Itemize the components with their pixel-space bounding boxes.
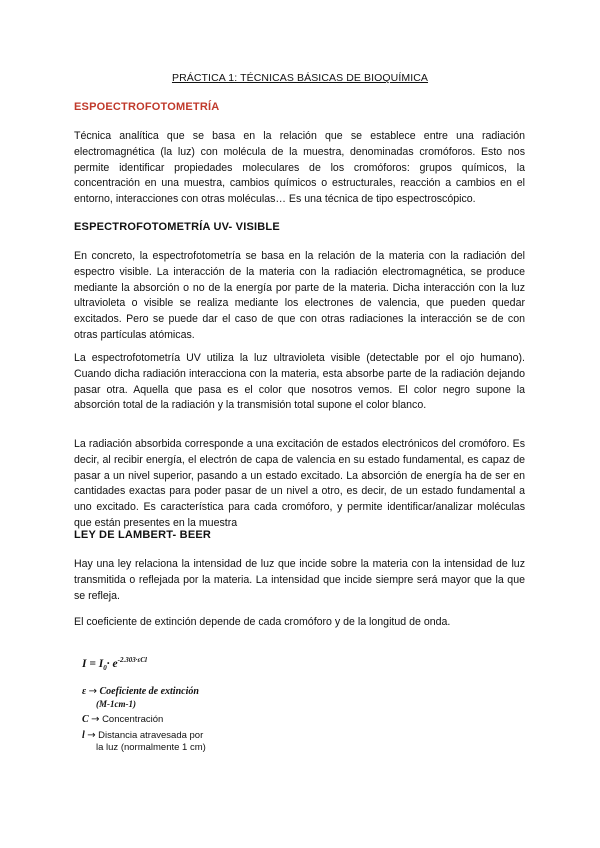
section-heading-lambert-beer: LEY DE LAMBERT- BEER (74, 529, 212, 541)
legend-text: Distancia atravesada por (98, 730, 204, 741)
arrow-icon: → (88, 686, 97, 697)
arrow-icon: → (91, 714, 100, 725)
legend-symbol: C (82, 714, 89, 725)
formula-lhs: I = I (82, 657, 104, 670)
legend-symbol: ε (82, 686, 87, 697)
paragraph: La radiación absorbida corresponde a una excitación de estados electrónicos del cromóforo. Es decir, al recibir energía, el electrón de capa de valencia en su estado fundamental, es capaz de pasar a un nivel superior, pasando a un estado excitado. La absorción de energía ha de ser en cantidades exactas para poder pasar de un nivel a otro, es decir, de un estado fundamental a uno excitado. Es característica para cada cromóforo, y permite identificar/analizar moléculas que están presentes en la muestra (74, 438, 525, 529)
paragraph: Técnica analítica que se basa en la relación que se establece entre una radiación electromagnética (la luz) con molécula de la muestra, denominadas cromóforos. Esto nos permite identificar propiedades moleculares de los cromóforos: grupos químicos, la concentración en una muestra, cambios químicos o estructurales, reacción a cambios en el entorno, interacciones con otras moléculas… Es una técnica de tipo espectroscópico. (74, 130, 525, 206)
paragraph: En concreto, la espectrofotometría se basa en la relación de la materia con la radiación del espectro visible. La interacción de la materia con la radiación electromagnética, se produce mediante la absorción o no de la energía por parte de la materia. Dicha interacción con la luz ultravioleta o visible se realiza mediante los electrones de valencia, que pueden quedar excitados. Pero se puede dar el caso de que con otras radiaciones la interacción se de con otras partículas atómicas. (74, 250, 525, 341)
formula-base: e (112, 657, 118, 670)
legend-row-distance (82, 730, 203, 741)
formula-equation (82, 656, 147, 672)
lambert-beer-formula (82, 656, 302, 756)
section-heading-espectrofotometria: ESPOECTROFOTOMETRÍA (74, 101, 220, 113)
legend-symbol: l (82, 730, 85, 741)
legend-row-concentration (82, 714, 163, 725)
legend-text: Concentración (102, 714, 164, 725)
paragraph: Hay una ley relaciona la intensidad de luz que incide sobre la materia con la intensidad de luz transmitida o reflejada por la materia. La intensidad que incide siempre será mayor que la que se refleja. (74, 558, 525, 602)
section-heading-uv-visible: ESPECTROFOTOMETRÍA UV- VISIBLE (74, 221, 280, 233)
paragraph: El coeficiente de extinción depende de cada cromóforo y de la longitud de onda. (74, 616, 451, 628)
paragraph: La espectrofotometría UV utiliza la luz ultravioleta visible (detectable por el ojo humano). Cuando dicha radiación interacciona con la materia, esta absorbe parte de la radiación dejando pasar otra. Aquella que pasa es el color que nosotros vemos. El color negro supone la absorción total de la radiación y la transmisión total supone el color blanco. (74, 352, 525, 412)
formula-subscript: 0 (103, 664, 107, 673)
formula-dot: · (106, 657, 110, 670)
legend-units: (M-1cm-1) (96, 699, 136, 709)
arrow-icon: → (87, 730, 96, 741)
legend-row-epsilon (82, 686, 199, 697)
legend-distance-extra: la luz (normalmente 1 cm) (96, 742, 206, 753)
legend-text: Coeficiente de extinción (99, 686, 199, 697)
page-title: PRÁCTICA 1: TÉCNICAS BÁSICAS DE BIOQUÍMICA (171, 72, 429, 84)
formula-exponent: -2.303·εCl (117, 656, 147, 664)
